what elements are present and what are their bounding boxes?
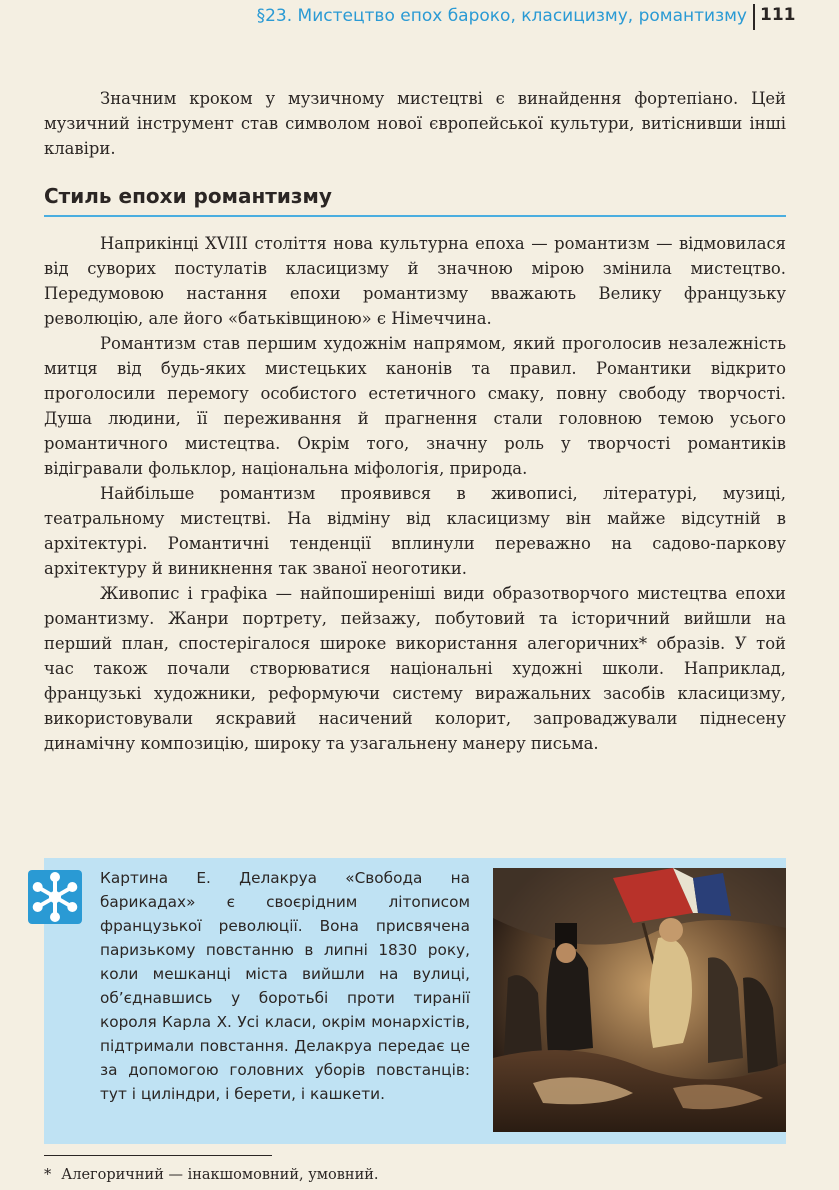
intro-paragraph: Значним кроком у музичному мистецтві є винайдення фортепіано. Цей музичний інструмент став символом нової європейської культури, витіснивши інші клавіри. [44,89,786,158]
paragraph: Романтизм став першим художнім напрямом, який проголосив незалежність митця від будь-яких мистецьких канонів та правил. Романтики відкрито проголосили перемогу особистого естетичного смаку, повну свободу творчості. Душа людини, її переживання й прагнення стали головною темою усього романтичного мистецтва. Окрім того, значну роль у творчості романтиків відігравали фольклор, національна міфологія, природа. [44,334,786,478]
intro-text [44,86,786,161]
paragraph: Найбільше романтизм проявився в живописі, літературі, музиці, театральному мистецтві. На відміну від класицизму він майже відсутній в архітектурі. Романтичні тенденції вплинули переважно на садово-паркову архітектуру й виникнення так званої неоготики. [44,484,786,578]
section-body [44,231,786,756]
page-number: 111 [760,5,796,25]
page-header [0,0,839,38]
header-separator [753,4,755,30]
snowflake-icon [28,870,82,924]
footnote-text: Алегоричний — інакшомовний, умовний. [61,1167,379,1183]
paragraph: Наприкінці XVIII століття нова культурна епоха — романтизм — відмовилася від суворих постулатів класицизму й значною мірою змінила мистецтво. Передумовою настання епохи романтизму вважають Велику французьку революцію, але його «батьківщиною» є Німеччина. [44,234,786,328]
paragraph: Живопис і графіка — найпоширеніші види образотворчого мистецтва епохи романтизму. Жанри портрету, пейзажу, побутовий та історичний вийшли на перший план, спостерігалося широке використання алегоричних* образів. У той час також почали створюватися національні художні школи. Наприклад, французькі художники, реформуючи систему виражальних засобів класицизму, використовували яскравий насичений колорит, запроваджували піднесену динамічну композицію, широку та узагальнену манеру письма. [44,584,786,753]
section-heading: Стиль епохи романтизму [44,184,332,208]
footnote-divider [44,1155,272,1156]
running-title: §23. Мистецтво епох бароко, класицизму, романтизму [256,6,747,26]
heading-underline [44,215,786,217]
info-text: Картина Е. Делакруа «Свобода на барикадах» є своєрідним літописом французької революції. Вона присвячена паризькому повстанню в липні 1830 року, коли мешканці міста вийшли на вулиці, об’єднавшись у боротьбі проти тиранії короля Карла X. Усі класи, окрім монархістів, підтримали повстання. Делакруа передає це за допомогою головних уборів повстанців: тут і циліндри, і берети, і кашкети. [100,869,470,1103]
painting-image [493,868,786,1132]
footnote [44,1167,379,1183]
footnote-marker: * [44,1167,52,1183]
